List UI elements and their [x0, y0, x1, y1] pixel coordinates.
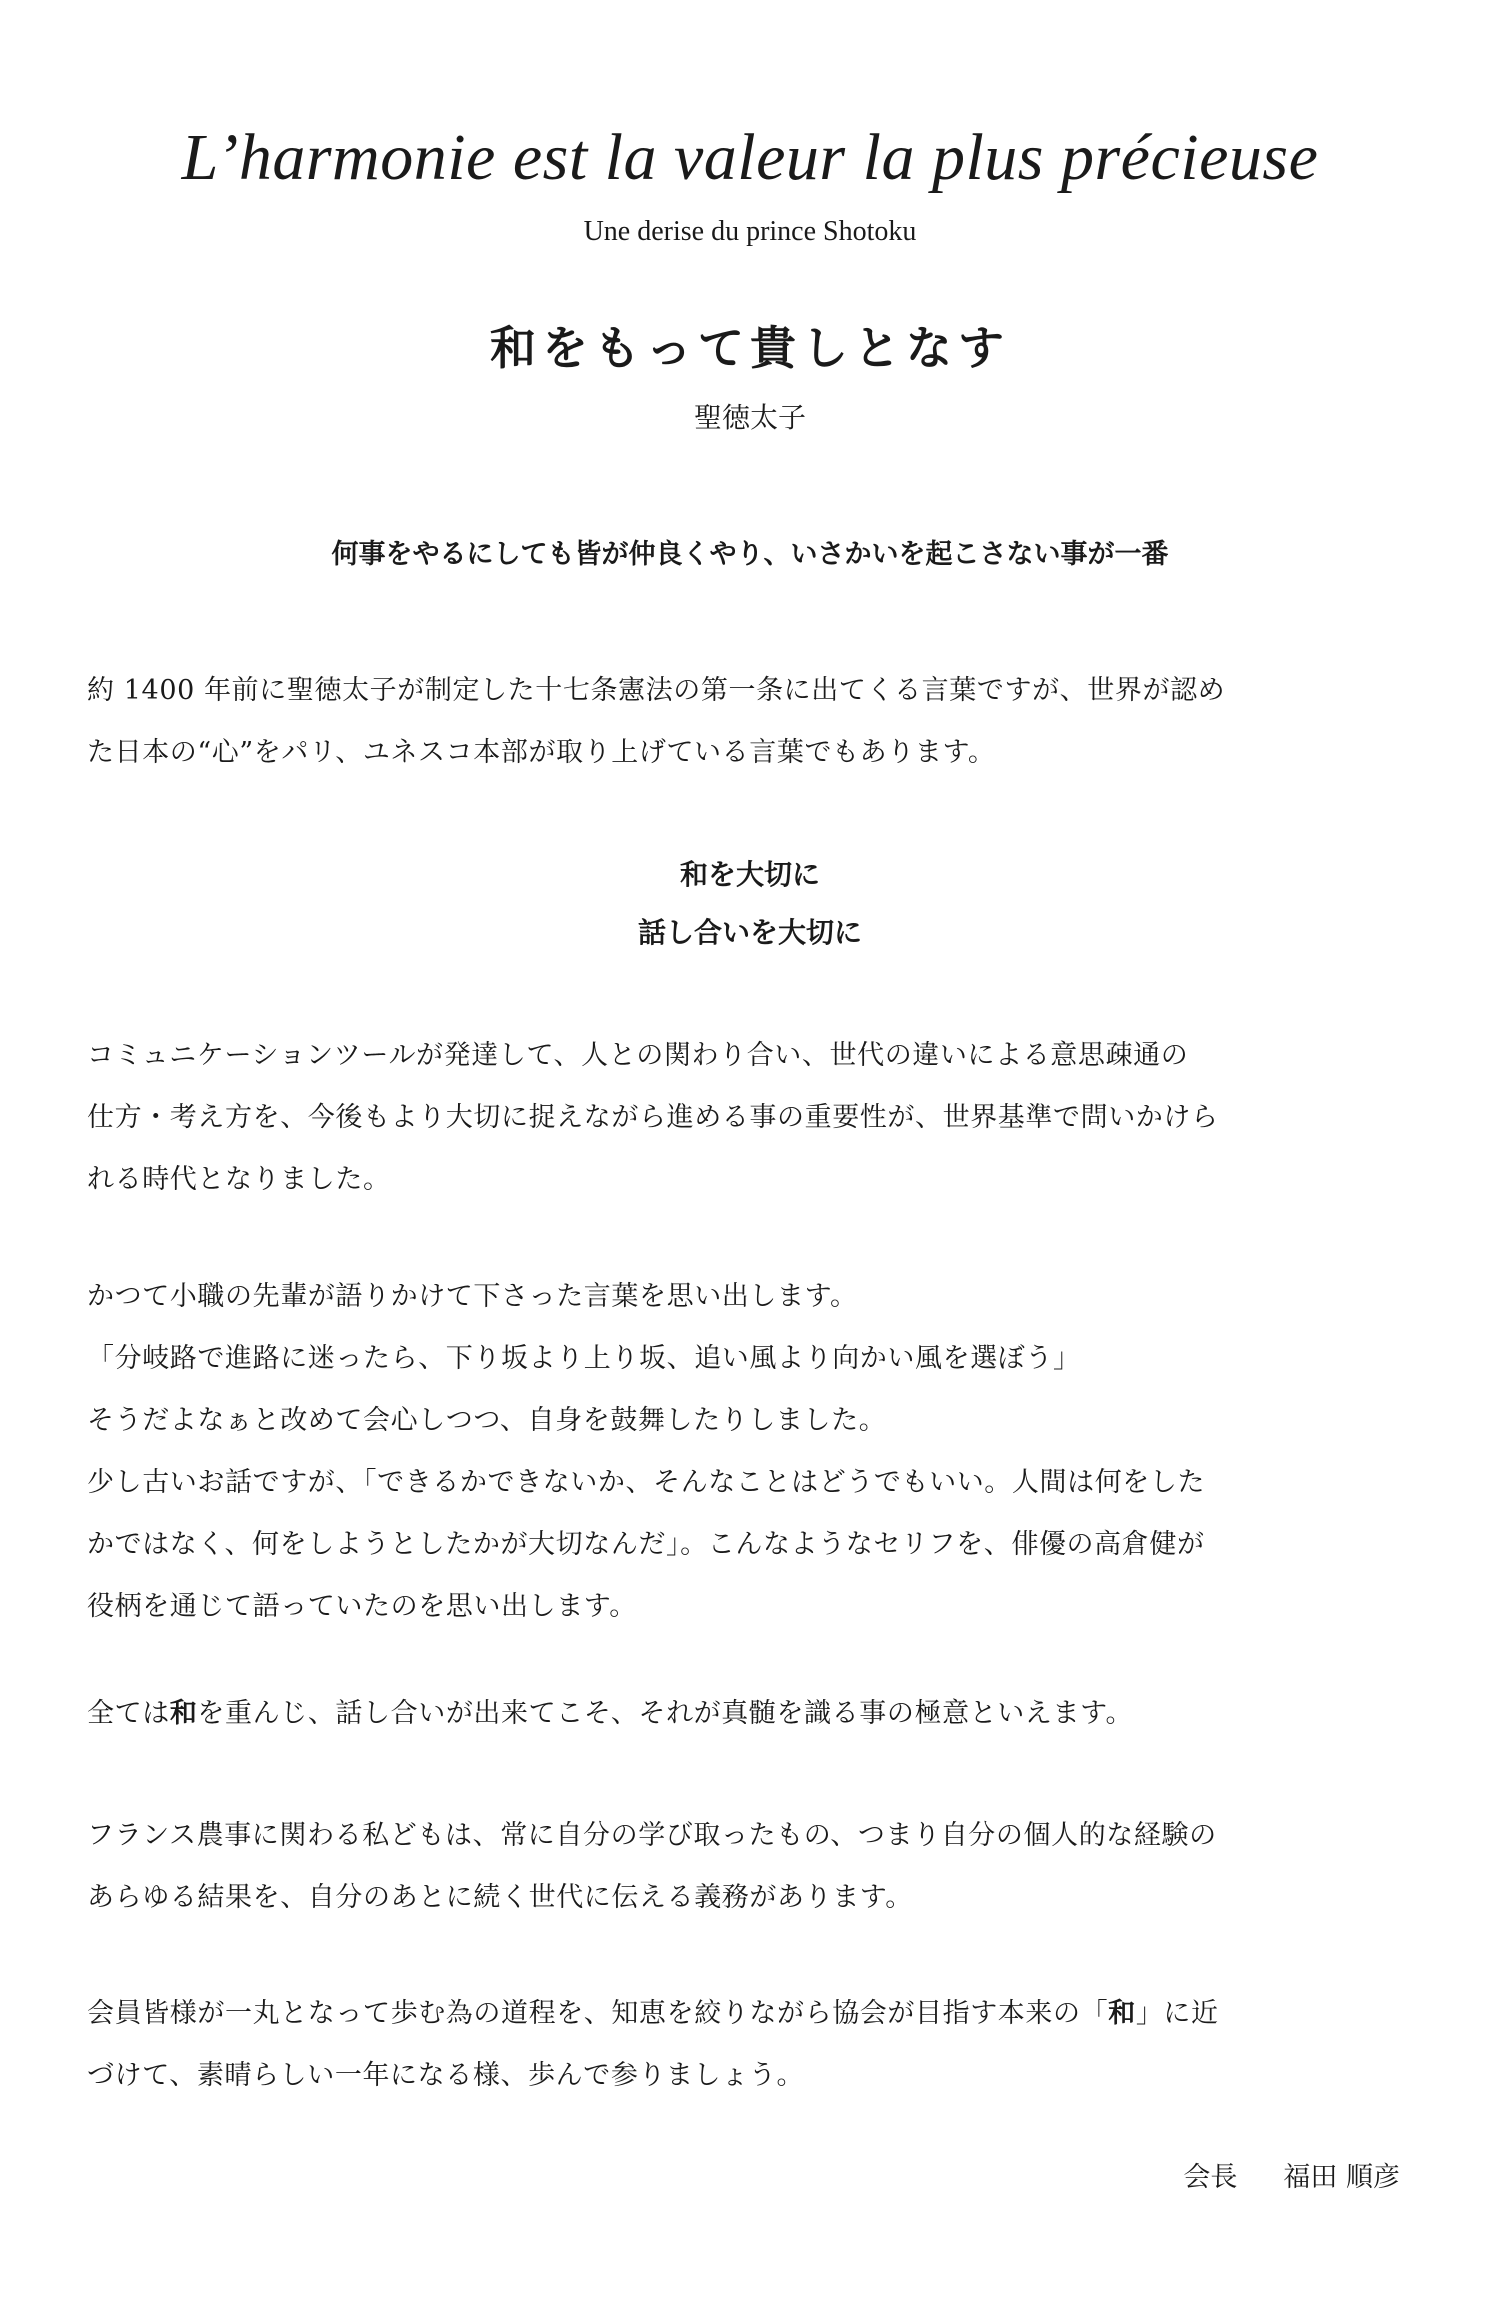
center-heading-line: 話し合いを大切に — [637, 916, 862, 949]
paragraph-text: 」に近 — [1135, 1998, 1219, 2029]
paragraph-line: あらゆる結果を、自分のあとに続く世代に伝える義務があります。 — [87, 1882, 913, 1913]
paragraph-line: そうだよなぁと改めて会心しつつ、自身を鼓舞したりしました。 — [87, 1405, 887, 1436]
paragraph-line: コミュニケーションツールが発達して、人との関わり合い、世代の違いによる意思疎通の — [87, 1040, 1189, 1071]
center-heading-line: 和を大切に — [679, 858, 820, 891]
paragraph-line: かつて小職の先輩が語りかけて下さった言葉を思い出します。 — [87, 1281, 858, 1312]
emphasis-wa: 和 — [169, 1698, 198, 1729]
emphasis-wa: 和 — [1108, 1998, 1136, 2029]
paragraph-6 — [87, 1983, 1417, 2107]
paragraph-2 — [87, 1025, 1417, 1211]
paragraph-3 — [87, 1266, 1417, 1638]
paragraph-line: 役柄を通じて語っていたのを思い出します。 — [87, 1591, 637, 1622]
paragraph-text: 全ては — [87, 1698, 170, 1729]
paragraph-5 — [87, 1805, 1417, 1929]
japanese-title: 和をもって貴しとなす — [490, 321, 1010, 375]
paragraph-line: 約 1400 年前に聖徳太子が制定した十七条憲法の第一条に出てくる言葉ですが、世界が認め — [87, 675, 1226, 706]
center-heading — [0, 846, 1500, 962]
paragraph-line: づけて、素晴らしい一年になる様、歩んで参りましょう。 — [87, 2060, 805, 2091]
signature-name: 福田 順彦 — [1283, 2162, 1400, 2193]
paragraph-4 — [87, 1683, 1417, 1745]
paragraph-line: フランス農事に関わる私どもは、常に自分の学び取ったもの、つまり自分の個人的な経験の — [87, 1820, 1217, 1851]
paragraph-text: 会員皆様が一丸となって歩む為の道程を、知恵を絞りながら協会が目指す本来の「 — [87, 1998, 1109, 2029]
paragraph-line — [87, 1983, 1417, 2045]
paragraph-line — [87, 1683, 1417, 1745]
french-subtitle: Une derise du prince Shotoku — [583, 216, 917, 247]
french-title: L’harmonie est la valeur la plus précieuse — [181, 121, 1319, 194]
paragraph-line: れる時代となりました。 — [87, 1164, 391, 1195]
paragraph-line: 少し古いお話ですが、「できるかできないか、そんなことはどうでもいい。人間は何をした — [87, 1467, 1206, 1498]
motto-line: 何事をやるにしても皆が仲良くやり、いさかいを起こさない事が一番 — [331, 539, 1169, 570]
paragraph-1 — [87, 660, 1417, 784]
paragraph-line: 「分岐路で進路に迷ったら、下り坂より上り坂、追い風より向かい風を選ぼう」 — [87, 1343, 1081, 1374]
signature-title: 会長 — [1183, 2162, 1238, 2193]
signature — [1183, 2158, 1400, 2198]
paragraph-line: た日本の“心”をパリ、ユネスコ本部が取り上げている言葉でもあります。 — [87, 737, 996, 768]
paragraph-line: かではなく、何をしようとしたかが大切なんだ」。こんなようなセリフを、俳優の高倉健が — [87, 1529, 1205, 1560]
paragraph-text: を重んじ、話し合いが出来てこそ、それが真髄を識る事の極意といえます。 — [197, 1698, 1134, 1729]
japanese-attribution: 聖徳太子 — [693, 401, 806, 434]
paragraph-line: 仕方・考え方を、今後もより大切に捉えながら進める事の重要性が、世界基準で問いかけら — [87, 1102, 1219, 1133]
